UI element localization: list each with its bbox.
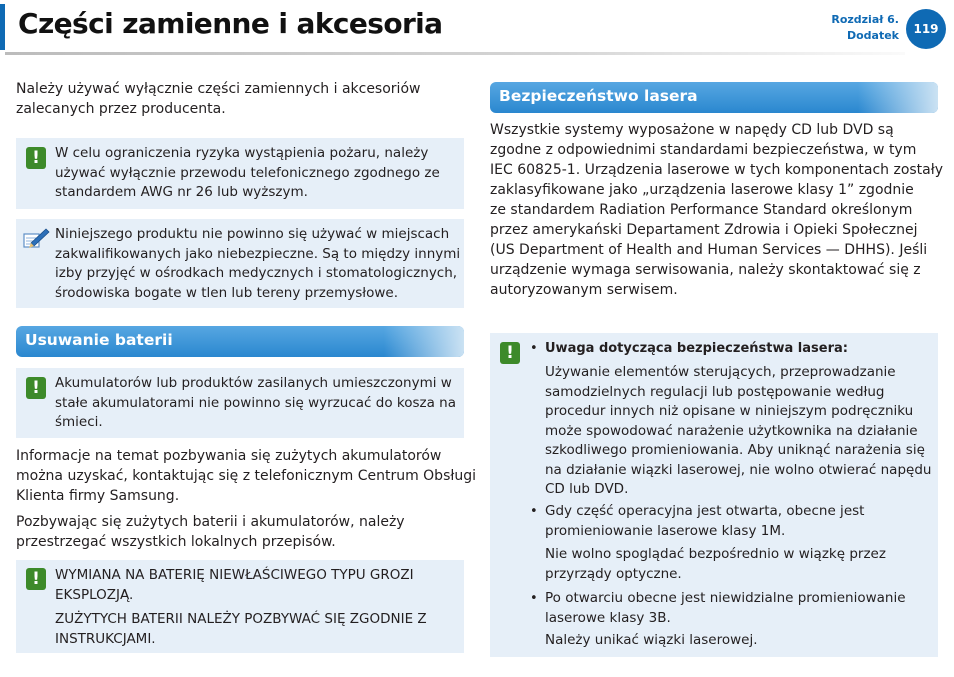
- text-line: (US Department of Health and Human Services — DHHS). Jeśli: [490, 242, 928, 258]
- chapter-line-2: Dodatek: [846, 29, 899, 42]
- text-line: INSTRUKCJAMI.: [55, 630, 156, 647]
- text-line: laserowe klasy 3B.: [545, 609, 671, 626]
- section-header-battery: [16, 326, 464, 357]
- text-line: CD lub DVD.: [545, 481, 629, 497]
- text-line: Należy używać wyłącznie części zamiennych i akcesoriów: [16, 81, 421, 97]
- chapter-line-1: Rozdział 6.: [831, 13, 899, 26]
- warning-box-explosion: [16, 560, 464, 653]
- bullet: •: [530, 504, 538, 519]
- text-line: autoryzowanym serwisem.: [490, 282, 678, 298]
- intro-paragraph: [16, 79, 420, 119]
- text-line: Używanie elementów sterujących, przeprowadzanie: [545, 364, 896, 380]
- note-box-hazardous: [16, 219, 464, 308]
- text-line: Klienta firmy Samsung.: [16, 488, 180, 504]
- laser-bullet-3b-extra: [545, 631, 758, 651]
- bullet: •: [530, 341, 538, 356]
- text-line: można uzyskać, kontaktując się z telefonicznym Centrum Obsługi: [16, 468, 476, 484]
- page-title: Części zamienne i akcesoria: [18, 7, 443, 40]
- exclamation-icon: !: [26, 568, 46, 590]
- text-line: Gdy część operacyjna jest otwarta, obecne jest: [545, 503, 865, 519]
- section-header-laser: [490, 82, 938, 113]
- laser-bullet-1m: [545, 502, 864, 541]
- laser-warning-body: [545, 363, 931, 500]
- text-line: W celu ograniczenia ryzyka wystąpienia pożaru, należy: [55, 145, 429, 161]
- laser-paragraph: [490, 120, 943, 300]
- text-line: WYMIANA NA BATERIĘ NIEWŁAŚCIWEGO TYPU GROZI: [55, 567, 414, 583]
- text-line: zalecanych przez producenta.: [16, 101, 226, 117]
- text-line: promieniowanie laserowe klasy 1M.: [545, 522, 786, 539]
- bullet: •: [530, 591, 538, 606]
- text-line: szkodliwego promieniowania. Aby uniknąć narażenia się: [545, 442, 925, 458]
- text-line: Pozbywając się zużytych baterii i akumulatorów, należy: [16, 514, 405, 530]
- text-line: przyrządy optyczne.: [545, 565, 682, 582]
- text-line: EKSPLOZJĄ.: [55, 586, 134, 603]
- text-line: Należy unikać wiązki laserowej.: [545, 632, 758, 648]
- warning-box-laser: [490, 333, 938, 657]
- warning-text: [55, 566, 427, 649]
- text-line: stałe akumulatorami nie powinno się wyrzucać do kosza na: [55, 394, 456, 411]
- text-line: Po otwarciu obecne jest niewidzialne promieniowanie: [545, 590, 906, 606]
- page-header: [0, 0, 954, 58]
- text-line: izby przyjęć w ośrodkach medycznych i stomatologicznych,: [55, 265, 458, 281]
- text-line: przestrzegać wszystkich lokalnych przepisów.: [16, 534, 336, 550]
- text-line: Niniejszego produktu nie powinno się używać w miejscach: [55, 226, 450, 242]
- text-line: Nie wolno spoglądać bezpośrednio w wiązkę przez: [545, 546, 886, 562]
- text-line: zakwalifikowanych jako niebezpieczne. Są to między innymi: [55, 245, 461, 262]
- text-line: zgodne z odpowiednimi standardami bezpieczeństwa, w tym: [490, 142, 917, 158]
- text-line: IEC 60825-1. Urządzenia laserowe w tych komponentach zostały: [490, 162, 944, 178]
- exclamation-icon: !: [26, 147, 46, 169]
- text-line: ZUŻYTYCH BATERII NALEŻY POZBYWAĆ SIĘ ZGODNIE Z: [55, 611, 427, 627]
- text-line: zaklasyfikowane jako „urządzenia laserowe klasy 1” zgodnie: [490, 182, 914, 198]
- text-line: ze standardem Radiation Performance Standard określonym: [490, 202, 913, 218]
- battery-info-paragraph: [16, 446, 476, 506]
- section-title: Usuwanie baterii: [25, 331, 173, 349]
- chapter-label: [831, 12, 899, 44]
- text-line: może spowodować narażenie użytkownika na działanie: [545, 422, 918, 439]
- laser-bullet-1m-extra: [545, 545, 886, 584]
- text-line: urządzenie wymaga serwisowania, należy skontaktować się z: [490, 262, 921, 278]
- text-line: Wszystkie systemy wyposażone w napędy CD lub DVD są: [490, 122, 894, 138]
- battery-rules-paragraph: [16, 512, 405, 552]
- text-line: procedur innych niż opisane w niniejszym podręczniku: [545, 403, 914, 419]
- exclamation-icon: !: [500, 342, 520, 364]
- text-line: standardem AWG nr 26 lub wyższym.: [55, 184, 308, 200]
- laser-bullet-3b: [545, 589, 906, 628]
- laser-warning-heading: Uwaga dotycząca bezpieczeństwa lasera:: [545, 341, 848, 356]
- text-line: używać wyłącznie przewodu telefonicznego zgodnego ze: [55, 164, 440, 181]
- header-rule: [5, 52, 905, 55]
- text-line: na działanie wiązki laserowej, nie wolno otwierać napędu: [545, 461, 932, 478]
- text-line: Akumulatorów lub produktów zasilanych umieszczonymi w: [55, 375, 452, 391]
- pen-note-icon: [22, 226, 50, 250]
- warning-text: [55, 144, 440, 203]
- warning-box-fire: [16, 138, 464, 209]
- warning-text: [55, 374, 456, 433]
- text-line: środowiska bogate w tlen lub tereny przemysłowe.: [55, 284, 399, 301]
- page-number: 119: [906, 9, 946, 49]
- text-line: Informacje na temat pozbywania się zużytych akumulatorów: [16, 448, 442, 464]
- text-line: samodzielnych regulacji lub postępowanie według: [545, 383, 885, 400]
- exclamation-icon: !: [26, 377, 46, 399]
- header-accent-bar: [0, 4, 5, 50]
- warning-box-battery: [16, 368, 464, 438]
- text-line: przez amerykański Departament Zdrowia i Opieki Społecznej: [490, 222, 918, 238]
- text-line: śmieci.: [55, 414, 103, 430]
- note-text: [55, 225, 460, 303]
- section-title: Bezpieczeństwo lasera: [499, 87, 698, 105]
